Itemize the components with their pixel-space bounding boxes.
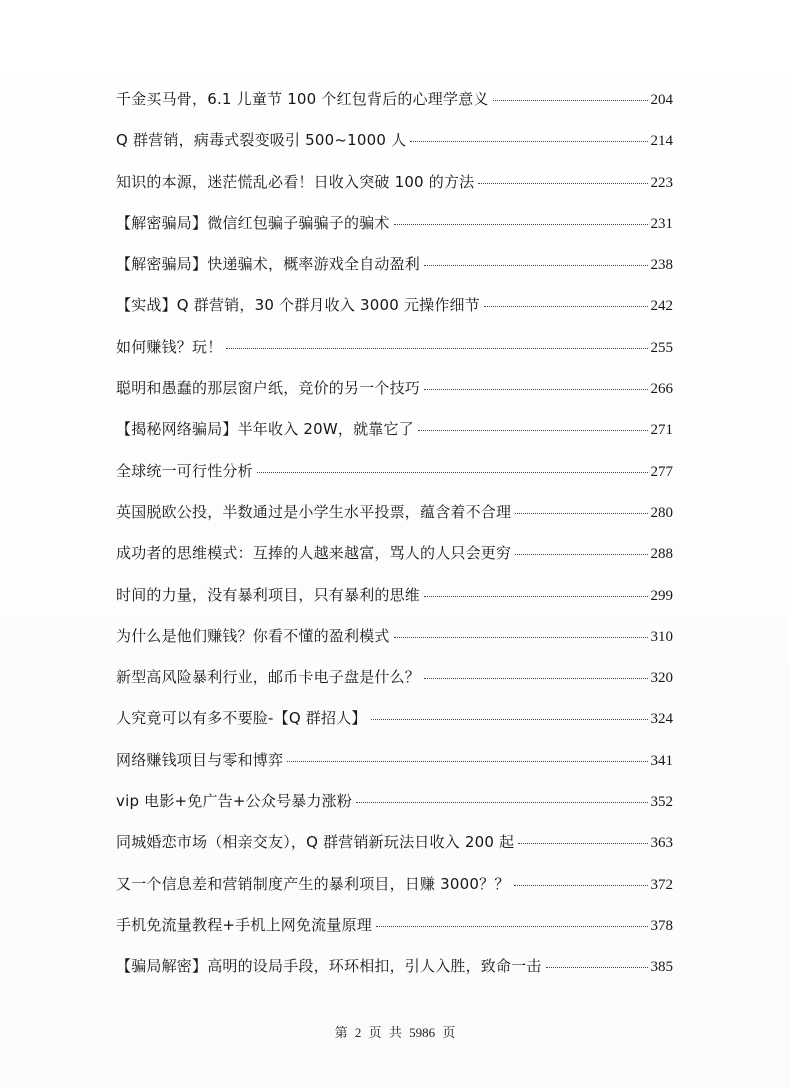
toc-entry-title[interactable]: 手机免流量教程+手机上网免流量原理 xyxy=(116,915,372,934)
toc-entry[interactable] xyxy=(116,707,673,748)
toc-entry-title[interactable]: 千金买马骨，6.1 儿童节 100 个红包背后的心理学意义 xyxy=(116,90,489,108)
toc-entry[interactable] xyxy=(116,625,673,666)
toc-entry[interactable] xyxy=(116,253,673,294)
dot-leader xyxy=(515,513,647,514)
toc-entry-page-number[interactable]: 310 xyxy=(650,628,673,645)
toc-entry-page-number[interactable]: 288 xyxy=(650,546,673,563)
toc-entry-page-number[interactable]: 372 xyxy=(650,876,673,893)
toc-entry-title[interactable]: 【解密骗局】快递骗术，概率游戏全自动盈利 xyxy=(116,255,421,274)
dot-leader xyxy=(371,719,648,720)
toc-entry-page-number[interactable]: 204 xyxy=(650,92,673,108)
dot-leader xyxy=(226,348,647,349)
toc-entry-title[interactable]: Q 群营销，病毒式裂变吸引 500~1000 人 xyxy=(116,131,407,150)
toc-entry[interactable] xyxy=(116,666,673,707)
toc-entry[interactable] xyxy=(116,584,673,625)
dot-leader xyxy=(546,967,648,968)
toc-entry-title[interactable]: 网络赚钱项目与零和博弈 xyxy=(116,750,284,769)
toc-entry-title[interactable]: 同城婚恋市场（相亲交友），Q 群营销新玩法日收入 200 起 xyxy=(116,833,515,852)
dot-leader xyxy=(514,885,648,886)
toc-entry-page-number[interactable]: 266 xyxy=(650,381,673,398)
toc-entry-page-number[interactable]: 363 xyxy=(650,835,673,852)
toc-entry-page-number[interactable]: 242 xyxy=(650,298,673,315)
toc-entry-title[interactable]: 人究竟可以有多不要脸-【Q 群招人】 xyxy=(116,709,367,728)
toc-entry-page-number[interactable]: 324 xyxy=(650,711,673,728)
toc-entry-page-number[interactable]: 352 xyxy=(650,794,673,811)
dot-leader xyxy=(394,637,648,638)
toc-entry-page-number[interactable]: 238 xyxy=(650,257,673,274)
toc-entry-title[interactable]: 【实战】Q 群营销，30 个群月收入 3000 元操作细节 xyxy=(116,296,480,315)
toc-entry-page-number[interactable]: 271 xyxy=(650,422,673,439)
toc-entry-title[interactable]: 【揭秘网络骗局】半年收入 20W，就靠它了 xyxy=(116,420,414,439)
toc-entry[interactable] xyxy=(116,460,673,501)
toc-entry-page-number[interactable]: 320 xyxy=(650,670,673,687)
toc-entry-title[interactable]: 【骗局解密】高明的设局手段，环环相扣，引人入胜，致命一击 xyxy=(116,957,542,976)
dot-leader xyxy=(257,472,648,473)
dot-leader xyxy=(410,141,647,142)
dot-leader xyxy=(478,183,647,184)
toc-entry-page-number[interactable]: 378 xyxy=(650,917,673,934)
toc-entry-title[interactable]: 如何赚钱？玩！ xyxy=(116,337,223,356)
toc-entry-page-number[interactable]: 299 xyxy=(650,587,673,604)
dot-leader xyxy=(418,430,648,431)
dot-leader xyxy=(287,761,647,762)
toc-entry-title[interactable]: 成功者的思维模式：互捧的人越来越富，骂人的人只会更穷 xyxy=(116,544,512,563)
dot-leader xyxy=(493,100,648,101)
page-footer: 第 2 页 共 5986 页 xyxy=(334,1025,456,1040)
dot-leader xyxy=(424,596,647,597)
toc-entry[interactable] xyxy=(116,542,673,583)
toc-entry[interactable] xyxy=(116,873,673,914)
toc-entry[interactable] xyxy=(116,790,673,831)
toc-entry[interactable] xyxy=(116,212,673,253)
dot-leader xyxy=(515,554,647,555)
toc-entry[interactable] xyxy=(116,914,673,955)
toc-entry[interactable] xyxy=(116,171,673,212)
toc-entry[interactable] xyxy=(116,501,673,542)
toc-entry[interactable] xyxy=(116,955,673,996)
toc-entry-page-number[interactable]: 277 xyxy=(650,463,673,480)
dot-leader xyxy=(394,224,648,225)
toc-entry-title[interactable]: 知识的本源，迷茫慌乱必看！日收入突破 100 的方法 xyxy=(116,172,475,191)
toc-entry[interactable] xyxy=(116,749,673,790)
toc-entry[interactable] xyxy=(116,88,673,129)
toc-entry-page-number[interactable]: 223 xyxy=(650,174,673,191)
dot-leader xyxy=(356,802,647,803)
toc-entry-page-number[interactable]: 385 xyxy=(650,959,673,976)
toc-entry-page-number[interactable]: 280 xyxy=(650,504,673,521)
dot-leader xyxy=(484,306,648,307)
toc-entry-page-number[interactable]: 341 xyxy=(650,752,673,769)
toc-entry-title[interactable]: 新型高风险暴利行业，邮币卡电子盘是什么？ xyxy=(116,668,421,687)
table-of-contents xyxy=(116,88,673,997)
toc-entry[interactable] xyxy=(116,418,673,459)
toc-entry-title[interactable]: 全球统一可行性分析 xyxy=(116,461,253,480)
dot-leader xyxy=(518,843,647,844)
toc-entry-title[interactable]: 【解密骗局】微信红包骗子骗骗子的骗术 xyxy=(116,213,390,232)
toc-entry-title[interactable]: 英国脱欧公投，半数通过是小学生水平投票，蕴含着不合理 xyxy=(116,502,512,521)
toc-entry-page-number[interactable]: 214 xyxy=(650,133,673,150)
toc-entry[interactable] xyxy=(116,129,673,170)
toc-entry-title[interactable]: 时间的力量，没有暴利项目，只有暴利的思维 xyxy=(116,585,421,604)
toc-entry[interactable] xyxy=(116,377,673,418)
toc-entry-title[interactable]: 聪明和愚蠢的那层窗户纸，竞价的另一个技巧 xyxy=(116,379,421,398)
toc-entry[interactable] xyxy=(116,831,673,872)
toc-entry-page-number[interactable]: 255 xyxy=(650,339,673,356)
dot-leader xyxy=(424,389,647,390)
dot-leader xyxy=(424,265,647,266)
toc-entry-title[interactable]: 为什么是他们赚钱？你看不懂的盈利模式 xyxy=(116,626,390,645)
dot-leader xyxy=(424,678,647,679)
toc-entry-page-number[interactable]: 231 xyxy=(650,215,673,232)
toc-entry[interactable] xyxy=(116,336,673,377)
toc-entry-title[interactable]: vip 电影+免广告+公众号暴力涨粉 xyxy=(116,792,353,811)
dot-leader xyxy=(376,926,648,927)
toc-entry[interactable] xyxy=(116,294,673,335)
toc-entry-title[interactable]: 又一个信息差和营销制度产生的暴利项目，日赚 3000？？ xyxy=(116,874,510,893)
